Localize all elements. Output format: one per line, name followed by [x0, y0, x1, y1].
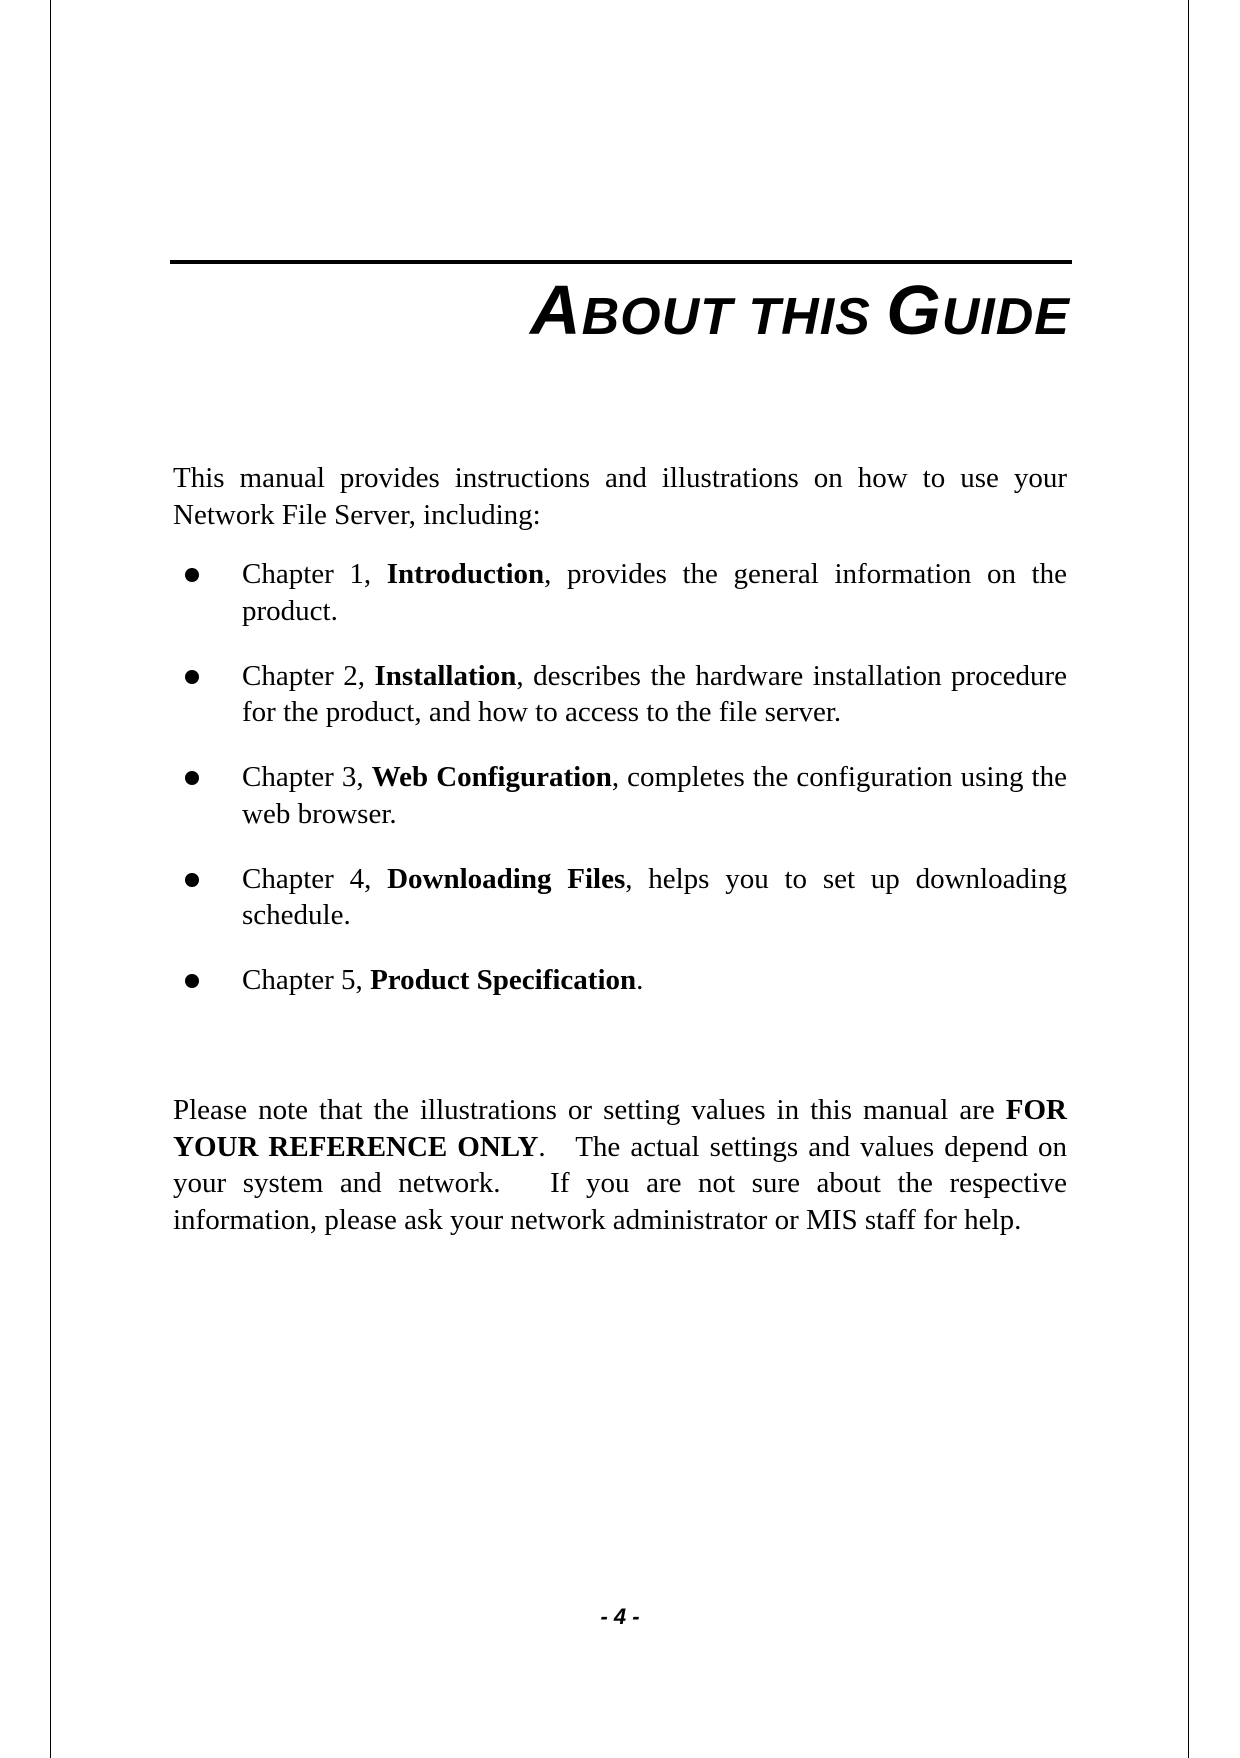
chapter-prefix: Chapter 3,: [242, 761, 372, 793]
note-paragraph: [173, 1092, 1075, 1238]
bullet-dot-icon: [185, 771, 199, 785]
chapter-description: , provides the general information on the product.: [242, 558, 1067, 627]
title-rule: [170, 260, 1072, 264]
chapter-description: , completes the configuration using the web browser.: [242, 761, 1067, 830]
page-title: [530, 270, 1070, 357]
chapter-description: .: [636, 964, 644, 996]
list-item: [173, 658, 1067, 731]
list-item: [173, 759, 1067, 832]
intro-paragraph: This manual provides instructions and illustrations on how to use your Network File Server, including:: [173, 462, 1067, 531]
chapter-description: , describes the hardware installation procedure for the product, and how to access to the file server.: [242, 659, 1067, 728]
chapter-prefix: Chapter 1,: [242, 558, 387, 590]
chapter-name: Installation: [374, 659, 517, 692]
chapter-prefix: Chapter 5,: [242, 964, 371, 996]
chapter-name: Product Specification: [370, 964, 637, 996]
page-number: - 4 -: [600, 1604, 640, 1629]
note-text-start: Please note that the illustrations or setting values in this manual are: [173, 1094, 1006, 1126]
chapter-name: Web Configuration: [371, 761, 612, 793]
bullet-dot-icon: [185, 974, 199, 988]
bullet-dot-icon: [185, 873, 199, 887]
note-text-end: . The actual settings and values depend on your system and network. If you are not sure about the respective information, please ask your network administrator or MIS staff for help.: [173, 1130, 1075, 1236]
chapter-name: Downloading Files: [387, 862, 626, 895]
note-emphasis: FOR YOUR REFERENCE ONLY: [173, 1094, 1067, 1163]
title-part-2: UIDE: [941, 288, 1070, 346]
chapter-list: [173, 556, 1067, 1027]
chapter-prefix: Chapter 4,: [242, 862, 388, 895]
list-item: [173, 861, 1067, 934]
title-part-1: BOUT THIS: [581, 288, 887, 346]
bullet-dot-icon: [185, 568, 199, 582]
title-cap-a: A: [530, 271, 582, 349]
title-cap-g: G: [886, 271, 942, 349]
list-item: [173, 962, 1067, 999]
list-item: [173, 556, 1067, 629]
chapter-prefix: Chapter 2,: [242, 659, 375, 692]
bullet-dot-icon: [185, 670, 199, 684]
chapter-description: , helps you to set up downloading schedule.: [242, 862, 1067, 931]
chapter-name: Introduction: [386, 558, 545, 590]
